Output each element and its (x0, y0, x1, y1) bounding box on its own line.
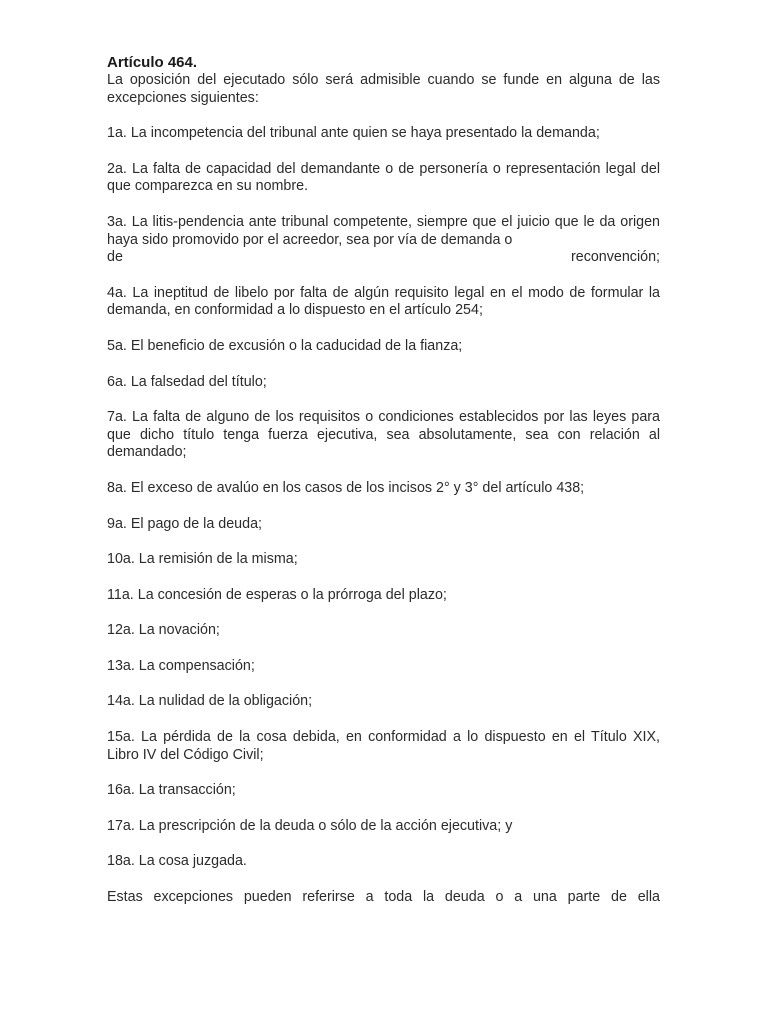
exception-item-5: 5a. El beneficio de excusión o la caducidad de la fianza; (107, 337, 463, 354)
exception-item-12: 12a. La novación; (107, 622, 220, 639)
document-page (107, 54, 660, 907)
exception-item-3 (107, 214, 660, 267)
exception-item-8: 8a. El exceso de avalúo en los casos de los incisos 2° y 3° del artículo 438; (107, 479, 585, 496)
exception-item-11: 11a. La concesión de esperas o la prórroga del plazo; (107, 586, 447, 603)
exception-item-2: 2a. La falta de capacidad del demandante o de personería o representación legal del que comparezca en su nombre. (107, 160, 660, 195)
exception-item-3-text: 3a. La litis-pendencia ante tribunal competente, siempre que el juicio que le da origen haya sido promovido por el acreedor, sea por vía de demanda o (107, 213, 660, 248)
exception-item-3-tail-right: reconvención; (570, 249, 660, 266)
exception-item-18: 18a. La cosa juzgada. (107, 853, 247, 870)
exception-item-16: 16a. La transacción; (107, 782, 236, 799)
exception-item-1: 1a. La incompetencia del tribunal ante quien se haya presentado la demanda; (107, 125, 600, 142)
exception-item-6: 6a. La falsedad del título; (107, 373, 267, 390)
exception-item-14: 14a. La nulidad de la obligación; (107, 693, 313, 710)
exception-item-9: 9a. El pago de la deuda; (107, 515, 263, 532)
exception-item-3-tail-left: de (107, 249, 123, 266)
exception-item-3-last-line (107, 249, 660, 267)
exception-item-7: 7a. La falta de alguno de los requisitos o condiciones establecidos por las leyes para que dicho título tenga fuerza ejecutiva, sea absolutamente, sea con relación al demandado; (107, 409, 660, 461)
exception-item-13: 13a. La compensación; (107, 657, 255, 674)
article-title: Artículo 464. (107, 54, 198, 71)
exception-item-17: 17a. La prescripción de la deuda o sólo de la acción ejecutiva; y (107, 817, 513, 834)
exception-item-10: 10a. La remisión de la misma; (107, 551, 298, 568)
exception-item-15: 15a. La pérdida de la cosa debida, en conformidad a lo dispuesto en el Título XIX, Libro IV del Código Civil; (107, 729, 660, 763)
article-intro: La oposición del ejecutado sólo será admisible cuando se funde en alguna de las excepciones siguientes: (107, 72, 660, 106)
exception-item-4: 4a. La ineptitud de libelo por falta de algún requisito legal en el modo de formular la demanda, en conformidad a lo dispuesto en el artículo 254; (107, 284, 660, 319)
closing-paragraph: Estas excepciones pueden referirse a toda la deuda o a una parte de ella (107, 889, 660, 906)
